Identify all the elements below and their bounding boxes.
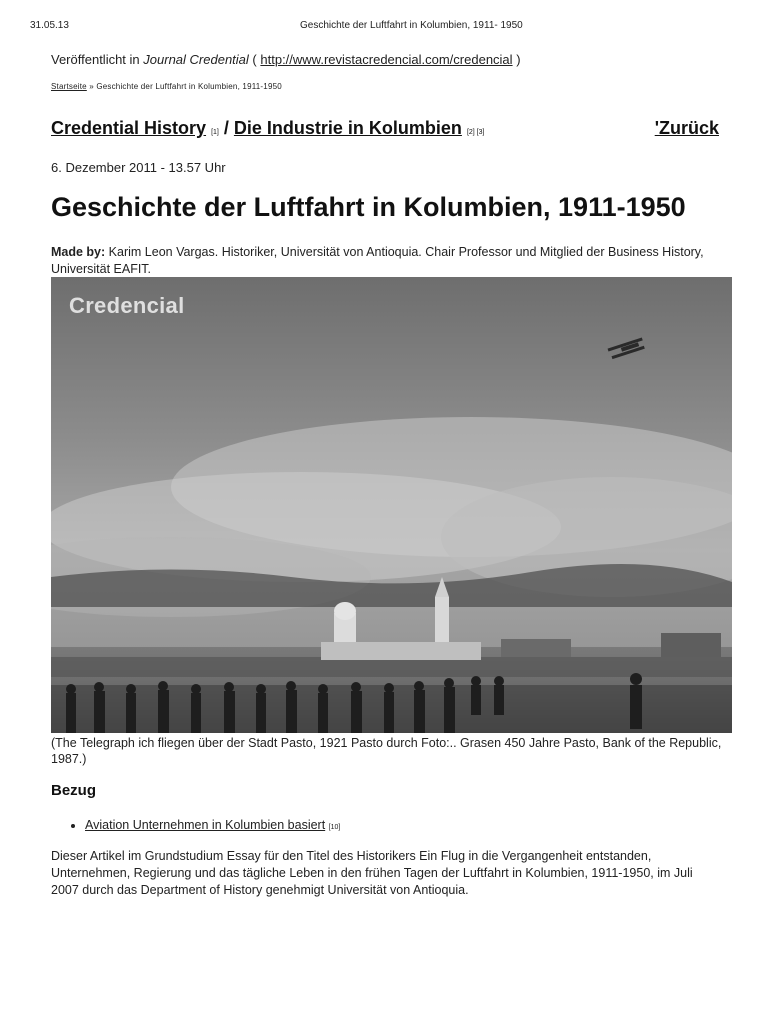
list-item [85, 818, 340, 832]
industry-link[interactable]: Die Industrie in Kolumbien [233, 118, 462, 138]
ref-marker-2-3: [2] [3] [466, 129, 485, 136]
reference-link[interactable]: Aviation Unternehmen in Kolumbien basiert [85, 818, 326, 832]
print-date: 31.05.13 [30, 20, 69, 31]
nav-slash: / [223, 118, 229, 138]
author-line [51, 244, 723, 278]
open-paren: ( [252, 52, 257, 67]
photo-caption: (The Telegraph ich fliegen über der Stadt Pasto, 1921 Pasto durch Foto:.. Grasen 450 Jahre Pasto, Bank of the Republic, 1987.) [51, 736, 722, 766]
section-nav [51, 118, 719, 139]
ref-marker-10: [10] [328, 824, 341, 831]
print-header-title: Geschichte der Luftfahrt in Kolumbien, 1911- 1950 [300, 20, 523, 31]
breadcrumb-current: Geschichte der Luftfahrt in Kolumbien, 1911-1950 [96, 82, 282, 91]
journal-name: Journal Credential [143, 52, 249, 67]
author-text: Karim Leon Vargas. Historiker, Universität von Antioquia. Chair Professor und Mitglied der Business History, Universität EAFIT. [51, 245, 704, 276]
journal-url-link[interactable]: http://www.revistacredencial.com/credencial [260, 52, 513, 67]
article-body: Dieser Artikel im Grundstudium Essay für den Titel des Historikers Ein Flug in die Vergangenheit entstanden, Unternehmen, Regierung und das tägliche Leben in den frühen Tagen der Luftfahrt in Kolumbien, 1911-1950, im Juli 2007 durch das Department of History genehmigt Universität von Antioquia. [51, 849, 693, 897]
reference-list [51, 818, 340, 832]
article-date: 6. Dezember 2011 - 13.57 Uhr [51, 160, 226, 175]
back-link[interactable]: 'Zurück [654, 118, 719, 138]
article-title: Geschichte der Luftfahrt in Kolumbien, 1911-1950 [51, 192, 686, 222]
close-paren: ) [516, 52, 521, 67]
breadcrumb-separator: » [89, 82, 94, 91]
article-photo [51, 277, 732, 733]
section-heading-bezug: Bezug [51, 782, 96, 799]
credential-history-link[interactable]: Credential History [51, 118, 207, 138]
breadcrumb-home-link[interactable]: Startseite [51, 82, 87, 91]
published-in-line [51, 52, 521, 67]
breadcrumb [51, 82, 282, 91]
credencial-logo: Credencial [69, 293, 185, 318]
photo-illustration [51, 277, 732, 733]
ref-marker-1: [1] [211, 129, 219, 136]
author-label: Made by: [51, 245, 106, 259]
published-prefix: Veröffentlicht in [51, 52, 140, 67]
